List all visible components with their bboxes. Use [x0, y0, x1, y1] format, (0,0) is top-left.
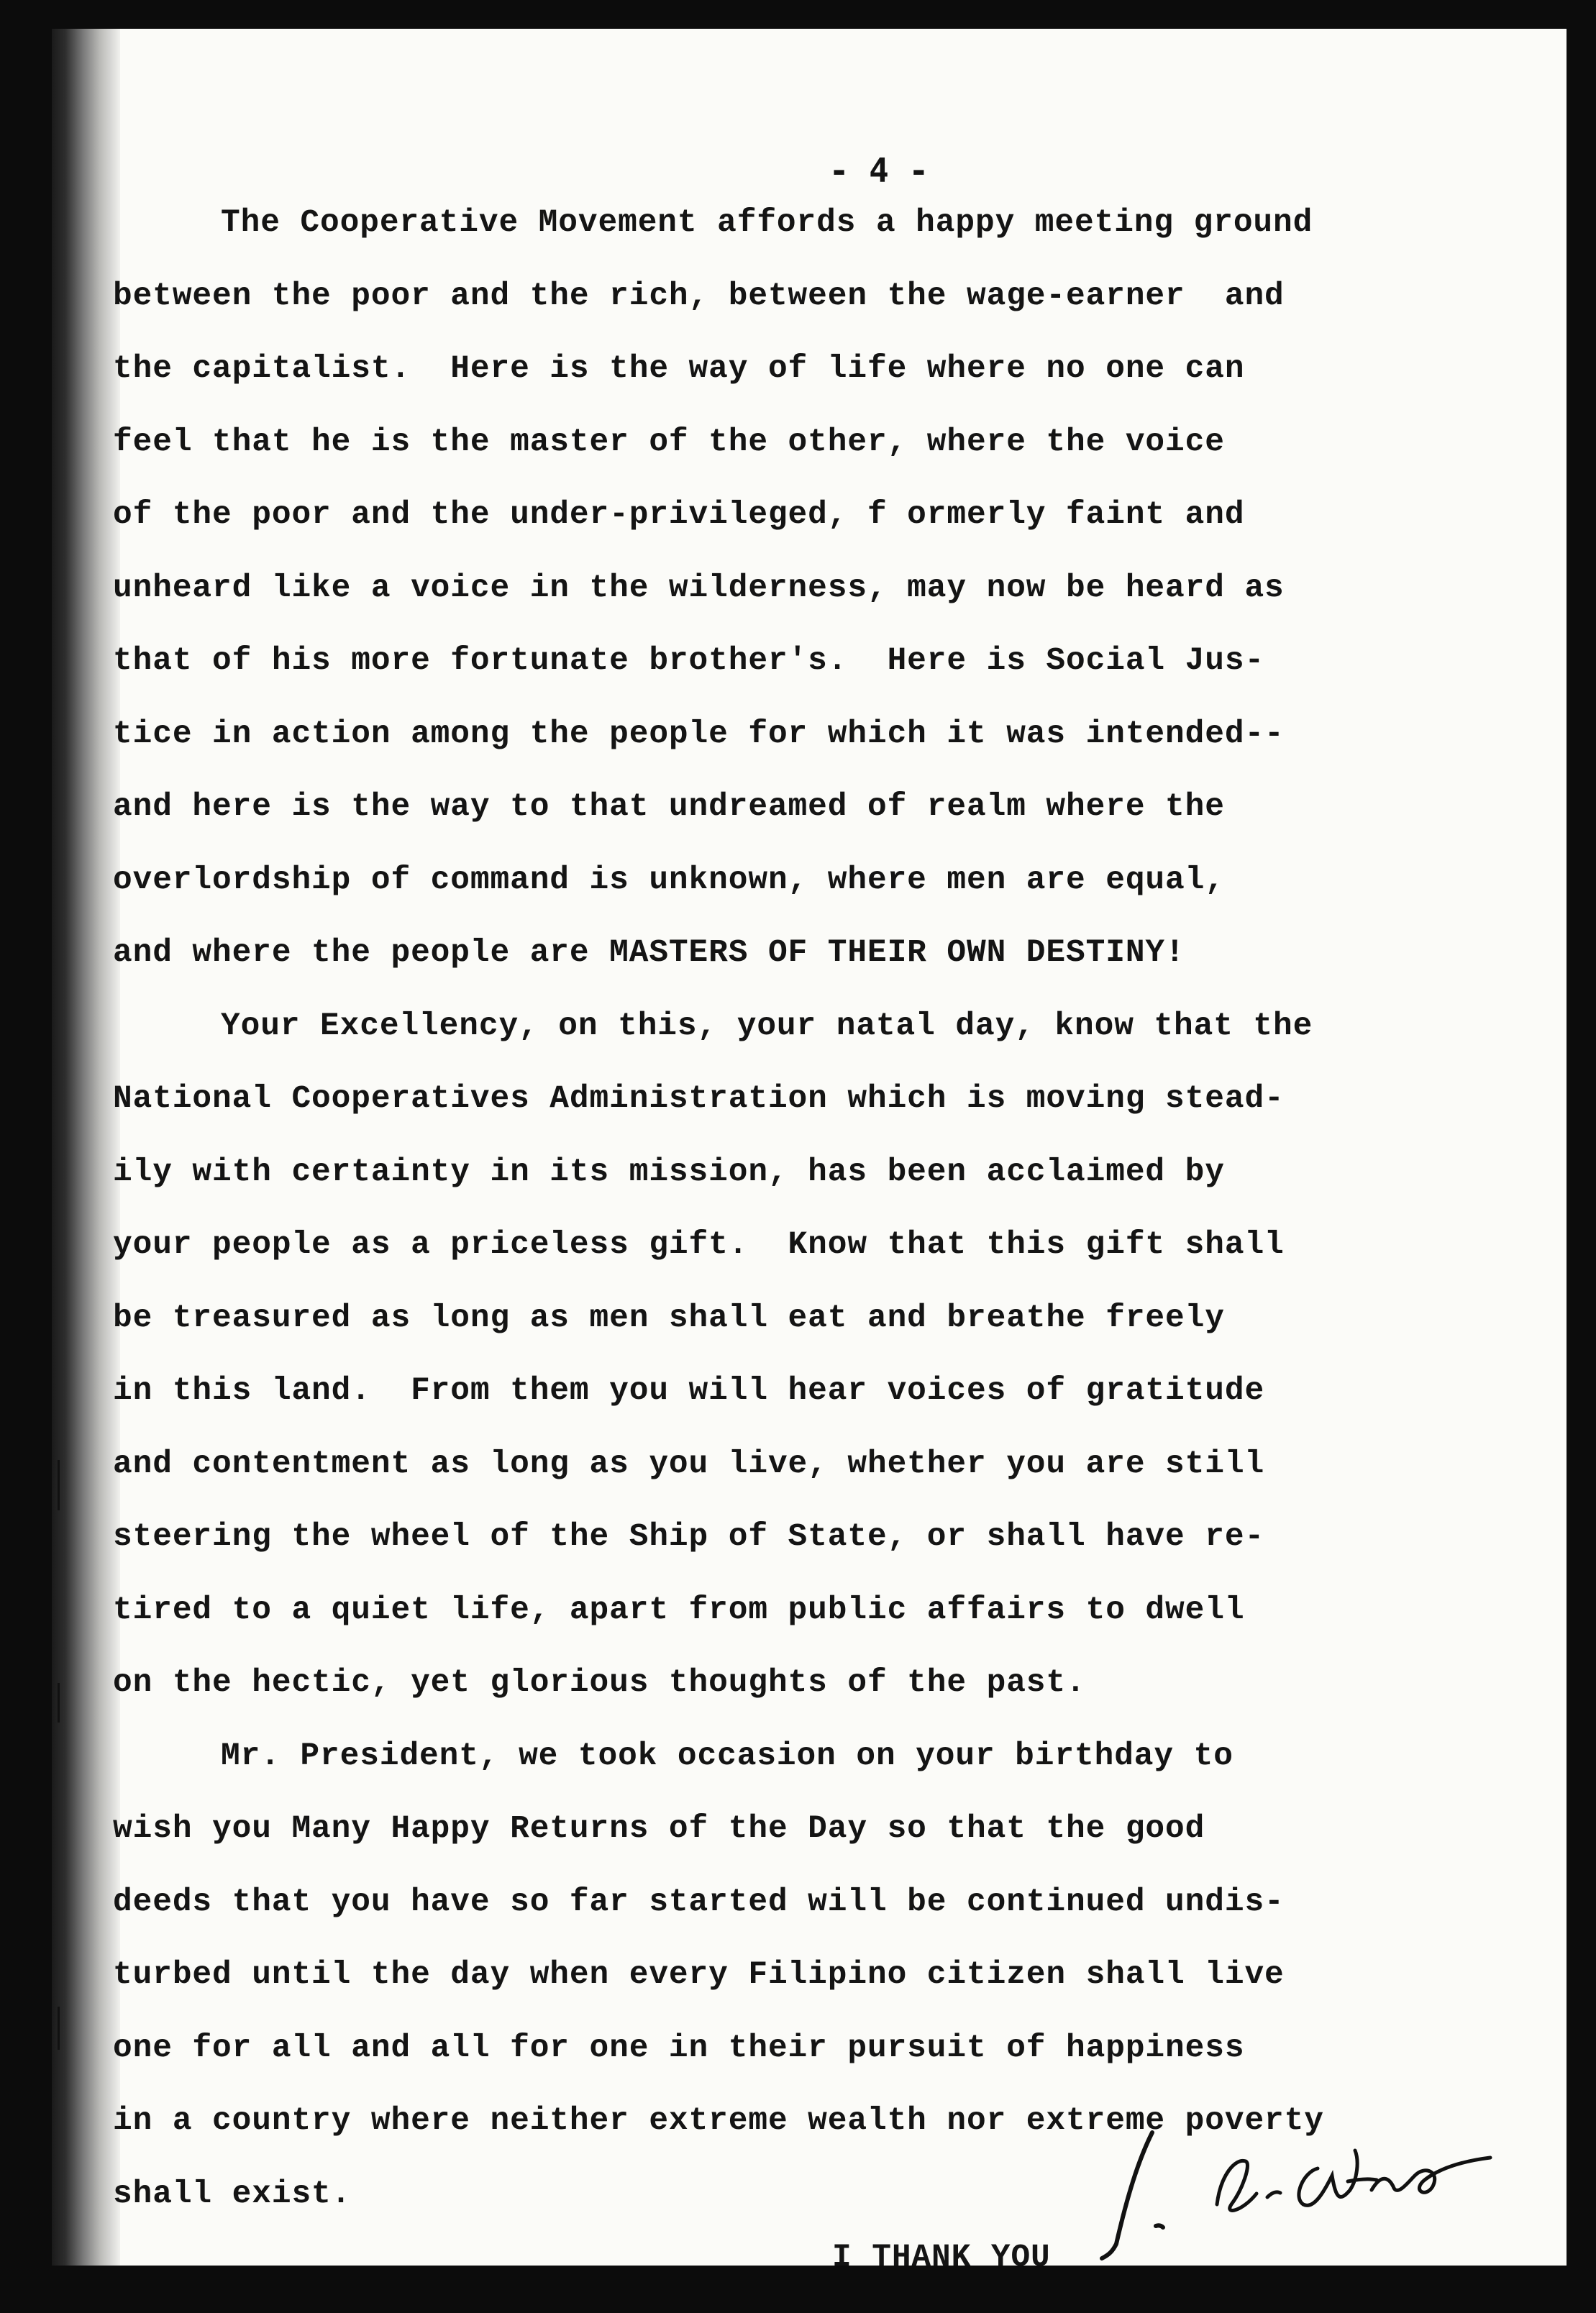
text-line: National Cooperatives Administration which is moving stead-	[113, 1081, 1285, 1117]
text-line: Your Excellency, on this, your natal day, know that the	[221, 1008, 1313, 1044]
text-line: in this land. From them you will hear voices of gratitude	[113, 1373, 1265, 1409]
binding-mark	[58, 1460, 60, 1510]
text-line: between the poor and the rich, between the wage-earner and	[113, 278, 1285, 314]
page-number: - 4 -	[829, 151, 929, 190]
text-line: the capitalist. Here is the way of life where no one can	[113, 351, 1245, 387]
text-line: The Cooperative Movement affords a happy meeting ground	[221, 205, 1313, 241]
text-line: tice in action among the people for which it was intended--	[113, 716, 1285, 752]
text-line: that of his more fortunate brother's. Here is Social Jus-	[113, 643, 1265, 679]
text-line: ily with certainty in its mission, has been acclaimed by	[113, 1154, 1225, 1190]
text-line: and where the people are MASTERS OF THEIR OWN DESTINY!	[113, 935, 1185, 971]
binding-mark	[58, 1683, 60, 1723]
handwritten-signature	[1087, 2118, 1533, 2262]
text-line: unheard like a voice in the wilderness, may now be heard as	[113, 570, 1285, 606]
text-line: in a country where neither extreme wealth nor extreme poverty	[113, 2103, 1324, 2139]
text-line: overlordship of command is unknown, where men are equal,	[113, 862, 1225, 898]
text-line: tired to a quiet life, apart from public affairs to dwell	[113, 1592, 1245, 1628]
text-line: turbed until the day when every Filipino citizen shall live	[113, 1957, 1285, 1993]
text-line: of the poor and the under-privileged, f ormerly faint and	[113, 497, 1245, 533]
text-line: deeds that you have so far started will be continued undis-	[113, 1884, 1285, 1920]
text-line: Mr. President, we took occasion on your birthday to	[221, 1738, 1234, 1774]
text-line: be treasured as long as men shall eat and breathe freely	[113, 1300, 1225, 1336]
binding-shadow	[52, 29, 120, 2266]
text-line: steering the wheel of the Ship of State, or shall have re-	[113, 1519, 1265, 1555]
text-line: shall exist.	[113, 2176, 352, 2212]
closing-line: I THANK YOU	[832, 2240, 1051, 2266]
text-line: on the hectic, yet glorious thoughts of the past.	[113, 1665, 1086, 1701]
text-line: and here is the way to that undreamed of realm where the	[113, 789, 1225, 825]
document-page	[52, 29, 1567, 2266]
text-line: and contentment as long as you live, whether you are still	[113, 1446, 1265, 1482]
text-line: wish you Many Happy Returns of the Day so that the good	[113, 1811, 1205, 1847]
text-line: one for all and all for one in their pursuit of happiness	[113, 2030, 1245, 2066]
text-line: feel that he is the master of the other, where the voice	[113, 424, 1225, 460]
letter-body	[113, 187, 1523, 2231]
text-line: your people as a priceless gift. Know that this gift shall	[113, 1227, 1285, 1263]
binding-mark	[58, 2007, 60, 2050]
